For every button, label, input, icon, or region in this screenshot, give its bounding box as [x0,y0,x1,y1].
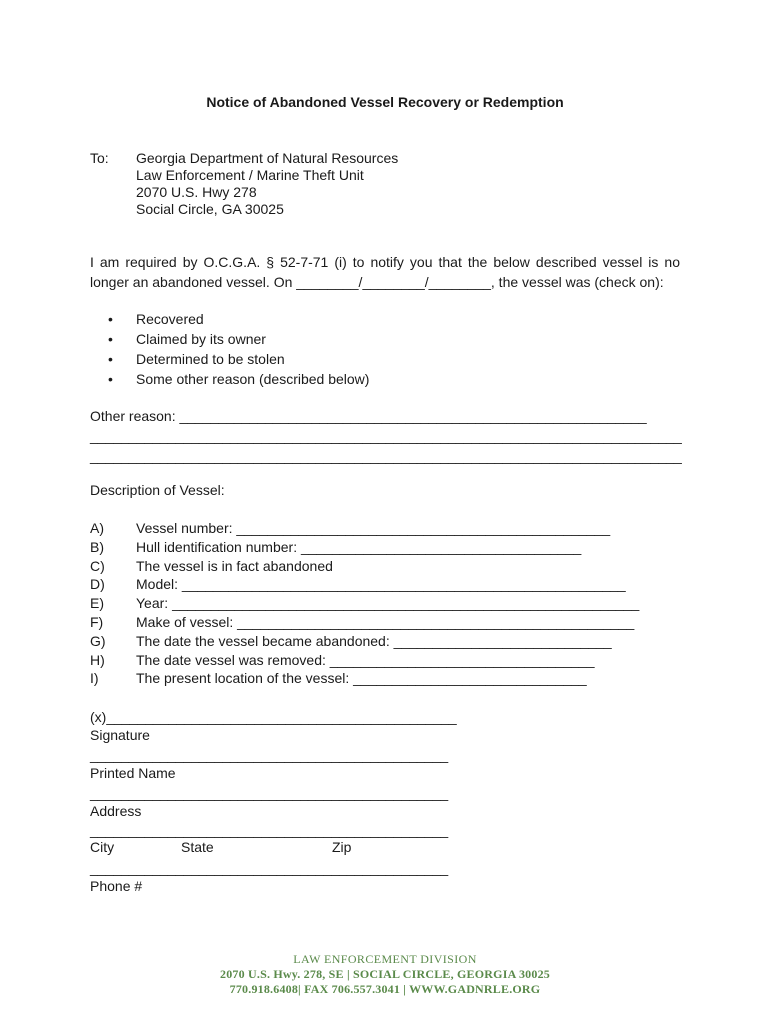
make-field[interactable]: F) Make of vessel: ___________________________________________________ [90,613,635,630]
footer-address: 2070 U.S. Hwy. 278, SE | SOCIAL CIRCLE, GEORGIA 30025 [220,967,550,981]
address-label: Address [90,803,142,819]
signature-label: Signature [90,727,150,743]
vessel-number-field[interactable]: A) Vessel number: ________________________________________________ [90,520,611,536]
state-label: State [181,839,214,855]
other-reason-line: Other reason: ____________________________________________________________ [90,408,647,424]
bullet-icon: • [108,311,113,327]
list-item: • Some other reason (described below) [108,371,370,387]
address-field[interactable] [90,784,448,820]
abandoned-date-field[interactable]: G) The date the vessel became abandoned: ____________________________ [90,632,612,649]
model-field[interactable]: D) Model: _________________________________________________________ [90,576,626,593]
footer-contact: 770.918.6408| FAX 706.557.3041 | WWW.GADNRLE.ORG [229,982,541,996]
list-item: • Recovered [108,311,204,327]
bullet-icon: • [108,331,113,347]
hull-id-field[interactable]: B) Hull identification number: ____________________________________ [90,538,582,555]
recipient-line: Social Circle, GA 30025 [136,201,284,217]
phone-field[interactable] [90,859,448,895]
recipient-line: Law Enforcement / Marine Theft Unit [136,167,364,183]
city-state-zip-labels [90,839,420,857]
recipient-line: 2070 U.S. Hwy 278 [136,184,257,200]
city-label: City [90,839,115,855]
printed-name-field[interactable] [90,746,448,782]
description-heading: Description of Vessel: [90,482,225,498]
footer-division: LAW ENFORCEMENT DIVISION [293,952,477,966]
printed-name-line: ______________________________________________ [90,747,449,763]
intro-paragraph [90,252,680,292]
recipient-line: Georgia Department of Natural Resources [136,150,399,166]
reason-list [108,309,369,389]
footer [0,952,770,997]
abandoned-statement: C) The vessel is in fact abandoned [90,557,333,574]
intro-line-2: longer an abandoned vessel. On ________/________/________, the vessel was (check on): [90,274,664,290]
to-label: To: [90,150,109,166]
phone-label: Phone # [90,878,143,894]
signature-line: (x)_____________________________________________ [90,709,457,725]
other-reason-line: ____________________________________________________________________________ [90,448,682,464]
list-item: • Claimed by its owner [108,331,266,347]
printed-name-label: Printed Name [90,765,176,781]
city-state-zip-line[interactable]: ______________________________________________ [90,822,449,838]
list-item: • Determined to be stolen [108,351,285,367]
address-line: ______________________________________________ [90,785,449,801]
year-field[interactable]: E) Year: ____________________________________________________________ [90,595,640,612]
zip-label: Zip [332,839,352,855]
bullet-icon: • [108,371,113,387]
location-field[interactable]: I) The present location of the vessel: ______________________________ [90,670,587,687]
vessel-description-list [90,519,639,688]
page-title: Notice of Abandoned Vessel Recovery or Redemption [206,94,564,110]
bullet-icon: • [108,351,113,367]
signature-field[interactable] [90,708,457,744]
removed-date-field[interactable]: H) The date vessel was removed: __________________________________ [90,651,595,668]
other-reason-line: ____________________________________________________________________________ [90,428,682,444]
recipient-address [136,150,398,218]
other-reason-field[interactable] [90,406,682,466]
intro-line-1: I am required by O.C.G.A. § 52-7-71 (i) to notify you that the below described vessel is no [90,254,680,270]
phone-line: ______________________________________________ [90,860,449,876]
